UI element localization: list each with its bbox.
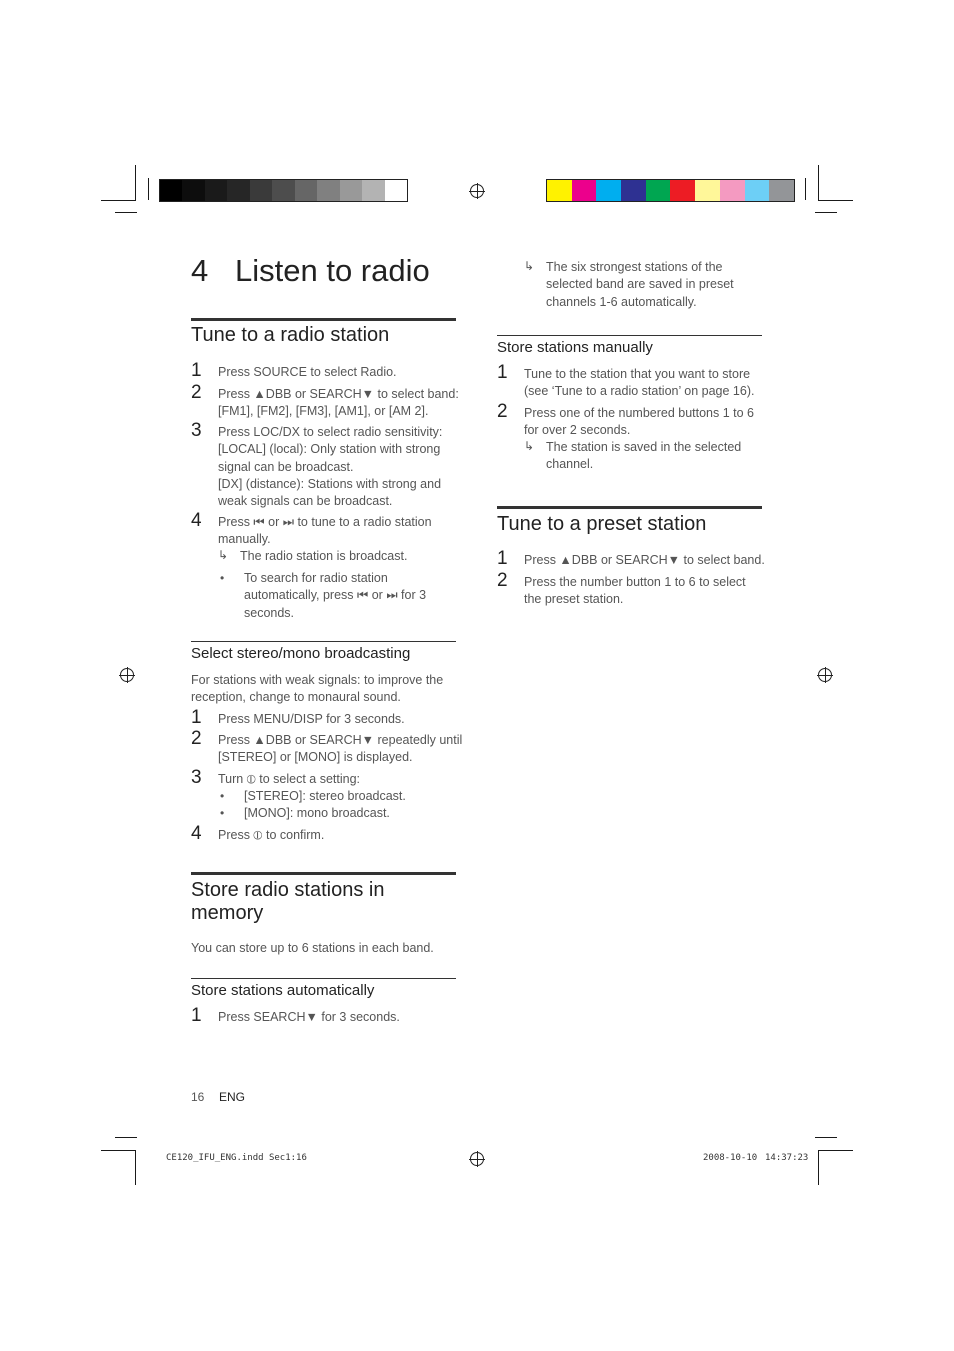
step-line: [DX] (distance): Stations with strong and [218,476,442,491]
calibration-swatch [385,180,407,201]
step-line: [LOCAL] (local): Only station with strong [218,442,441,457]
step-line: Press ▲DBB or SEARCH▼ to select band: [218,387,459,401]
calibration-swatch [572,180,597,201]
result-text [546,439,741,474]
calibration-swatch [160,180,182,201]
calibration-swatch [295,180,317,201]
step-text: Press ⦶ to confirm. [218,828,325,842]
subsection-rule [191,641,456,642]
step-line: for over 2 seconds. [524,423,631,438]
color-calibration-bar [546,179,795,202]
section-rule [191,318,456,321]
intro-line: For stations with weak signals: to improve the [191,673,444,687]
step-line: Press ⏮ or ⏭ to tune to a radio station [218,515,432,529]
intro-text [191,672,443,707]
step-number: 2 [497,570,508,591]
subsection-heading-manual: Store stations manually [497,339,653,356]
step-line: [STEREO] or [MONO] is displayed. [218,750,413,765]
step-number: 1 [191,360,202,381]
step-line: Press ▲DBB or SEARCH▼ repeatedly until [218,733,463,747]
subsection-heading-auto: Store stations automatically [191,982,375,999]
calibration-swatch [547,180,572,201]
step-line: Press one of the numbered buttons 1 to 6 [524,406,755,420]
result-line: channels 1-6 automatically. [546,294,697,309]
bullet-text: [MONO]: mono broadcast. [244,806,390,820]
calibration-swatch [250,180,272,201]
language-label: ENG [219,1090,246,1104]
calibration-swatch [670,180,695,201]
bullet-icon: • [220,806,225,820]
step-line: Tune to the station that you want to store [524,367,751,381]
heading-line: memory [191,902,264,924]
calibration-swatch [362,180,384,201]
slug-date: 2008-10-10 [703,1153,758,1163]
result-line: The six strongest stations of the [546,260,723,274]
grayscale-calibration-bar [159,179,408,202]
result-arrow-icon: ↳ [524,439,535,453]
step-number: 4 [191,823,202,844]
step-text [524,366,754,401]
step-text [218,514,432,549]
step-text [218,424,442,510]
step-line: [FM1], [FM2], [FM3], [AM1], or [AM 2]. [218,404,429,419]
step-number: 1 [497,362,508,383]
step-text [218,386,459,421]
heading-line: Store radio stations in [191,879,385,901]
registration-mark-top [470,184,484,198]
step-text [218,364,397,381]
calibration-swatch [745,180,770,201]
step-line: the preset station. [524,592,624,607]
subsection-rule [497,335,762,336]
step-line: Press the number button 1 to 6 to select [524,575,746,589]
result-line: selected band are saved in preset [546,277,734,292]
result-text [546,259,734,311]
calibration-swatch [182,180,204,201]
calibration-swatch [720,180,745,201]
registration-mark-right [818,668,832,682]
step-line: Press SOURCE to select Radio. [218,365,397,379]
bullet-line: To search for radio station [244,571,388,585]
step-number: 3 [191,420,202,441]
registration-mark-bottom [470,1152,484,1166]
intro-line: reception, change to monaural sound. [191,690,401,705]
step-text: Press ▲DBB or SEARCH▼ to select band. [524,553,765,567]
calibration-swatch [340,180,362,201]
bullet-icon: • [220,789,225,803]
step-number: 2 [497,401,508,422]
page-number: 16 [191,1090,205,1104]
calibration-swatch [272,180,294,201]
step-number: 4 [191,510,202,531]
result-line: The station is saved in the selected [546,440,742,454]
bullet-icon: • [220,571,225,585]
calibration-swatch [621,180,646,201]
step-text [524,574,746,609]
result-text: The radio station is broadcast. [240,549,408,563]
bullet-text [244,570,426,622]
step-text: Turn ⦶ to select a setting: [218,772,361,786]
section-heading-preset: Tune to a preset station [497,513,707,535]
slug-file: CE120_IFU_ENG.indd Sec1:16 [166,1153,307,1163]
calibration-swatch [205,180,227,201]
chapter-number: 4 [191,253,209,288]
step-line: weak signals can be broadcast. [218,494,393,509]
step-line: Press LOC/DX to select radio sensitivity: [218,425,443,439]
step-text [218,732,462,767]
calibration-swatch [596,180,621,201]
calibration-swatch [695,180,720,201]
subsection-rule [191,978,456,979]
section-heading-tune: Tune to a radio station [191,324,390,346]
section-rule [497,506,762,509]
calibration-swatch [317,180,339,201]
step-line: manually. [218,532,271,547]
chapter-title [191,253,430,289]
step-number: 2 [191,728,202,749]
step-number: 1 [191,1005,202,1026]
step-number: 3 [191,767,202,788]
section-rule [191,872,456,875]
result-arrow-icon: ↳ [524,259,535,273]
subsection-heading-stereo: Select stereo/mono broadcasting [191,645,411,662]
step-text [524,405,754,440]
step-number: 1 [191,707,202,728]
bullet-line: seconds. [244,605,295,620]
slug-time: 14:37:23 [765,1153,809,1163]
result-arrow-icon: ↳ [218,548,229,562]
step-text: Press MENU/DISP for 3 seconds. [218,712,405,726]
step-line: signal can be broadcast. [218,459,354,474]
bullet-text: [STEREO]: stereo broadcast. [244,789,406,803]
step-number: 1 [497,548,508,569]
result-line: channel. [546,457,594,472]
calibration-swatch [769,180,794,201]
calibration-swatch [646,180,671,201]
intro-text: You can store up to 6 stations in each band. [191,941,434,955]
step-text: Press SEARCH▼ for 3 seconds. [218,1010,400,1024]
calibration-swatch [227,180,249,201]
chapter-title-text: Listen to radio [235,253,430,288]
section-heading-memory [191,879,384,925]
step-line: (see ‘Tune to a radio station’ on page 16). [524,384,755,399]
registration-mark-left [120,668,134,682]
bullet-line: automatically, press ⏮ or ⏭ for 3 [244,588,427,603]
step-number: 2 [191,382,202,403]
